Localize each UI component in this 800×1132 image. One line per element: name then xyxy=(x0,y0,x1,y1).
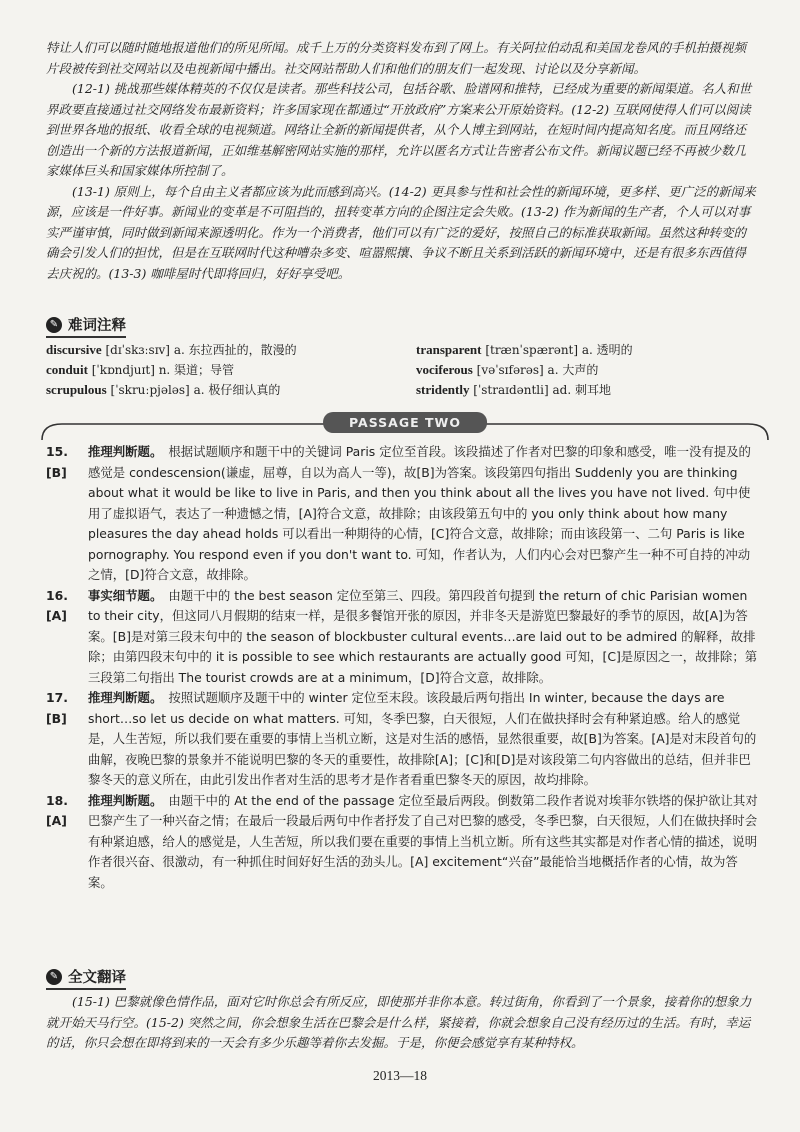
vocab-def: a. 极仔细认真的 xyxy=(193,383,281,397)
answer-text: 根据试题顺序和题干中的关键词 Paris 定位至首段。该段描述了作者对巴黎的印象和感受，唯一没有提及的感觉是 condescension(谦虚，屈尊，自以为高人一等)，故[B]为答案。该段第四句指出 Suddenly you are thinking about what it would be like to live in Paris, and then you think about all the lives you have not lived. 句中使用了虚拟语气，表达了一种遗憾之情，[A]符合文意，故排除；由该段第五句中的 you only think about how many pleasures the day ahead holds 可以看出一种期待的心情，[C]符合文意，故排除；而由该段第一、二句 Paris is like pornography. You respond even if you don't want to. 可知，作者认为，人们内心会对巴黎产生一种不可自持的冲动之情，[D]符合文意，故排除。 xyxy=(88,444,751,582)
translation-paragraph: (13-1) 原则上，每个自由主义者都应该为此而感到高兴。(14-2) 更具参与性和社会性的新闻环境，更多样、更广泛的新闻来源，应该是一件好事。新闻业的变革是不可阻挡的，扭转变革方向的企图注定会失败。(13-2) 作为新闻的生产者，个人可以对事实严谨审慎，同时做到新闻来源透明化。作为一个消费者，他们可以有广泛的爱好，按照自己的标准获取新闻。虽然这种转变的确会引发人们的担忧，但是在互联网时代这种嘈杂多变、喧嚣熙攘、争议不断且关系到活跃的新闻环境中，还是有很多东西值得去庆祝的。(13-3) 咖啡屋时代即将回归，好好享受吧。 xyxy=(46,183,756,281)
vocab-row xyxy=(46,340,766,360)
vocab-word: scrupulous xyxy=(46,382,107,397)
heading-underline xyxy=(46,988,126,990)
vocab-pron: [ˈstraɪdəntli] xyxy=(473,383,549,397)
vocab-pron: [ˈkɒndjuɪt] xyxy=(91,363,155,377)
passage-label: PASSAGE TWO xyxy=(323,412,487,433)
vocab-pron: [ˈskruːpjələs] xyxy=(110,383,190,397)
vocab-word: discursive xyxy=(46,342,102,357)
answer-explanations xyxy=(46,442,758,893)
page-number: 2013—18 xyxy=(373,1068,427,1083)
vocab-item xyxy=(46,380,396,400)
vocab-pron: [dɪˈskɜːsɪv] xyxy=(105,343,170,357)
vocab-pron: [trænˈspærənt] xyxy=(485,343,579,357)
vocab-def: n. 渠道；导管 xyxy=(158,363,235,377)
vocab-word: conduit xyxy=(46,362,88,377)
translation-paragraph: (15-1) 巴黎就像色情作品，面对它时你总会有所反应，即使那并非你本意。转过街角，你看到了一个景象，接着你的想象力就开始天马行空。(15-2) 突然之间，你会想象生活在巴黎会是什么样，紧接着，你就会想象自己没有经历过的生活。有时，幸运的话，你只会想在即将到来的一天会有多少乐趣等着你去发掘。于是，你便会感觉享有某种特权。 xyxy=(46,994,752,1050)
question-type: 事实细节题。 xyxy=(88,587,163,603)
question-type: 推理判断题。 xyxy=(88,444,163,459)
answer-number: 18. [A] xyxy=(46,792,68,828)
translation-paragraph: 特让人们可以随时随地报道他们的所见所闻。成千上万的分类资料发布到了网上。有关阿拉伯动乱和美国龙卷风的手机拍摄视频片段被传到社交网站以及电视新闻中播出。社交网站帮助人们和他们的朋友们一起发现、讨论以及分享新闻。 xyxy=(46,40,747,76)
vocab-def: a. 东拉西扯的，散漫的 xyxy=(173,343,297,357)
full-translation xyxy=(46,992,758,1054)
vocab-word: stridently xyxy=(416,382,470,397)
vocab-item xyxy=(46,340,396,360)
pencil-icon: ✎ xyxy=(46,969,62,985)
full-translation-heading-text: 全文翻译 xyxy=(68,970,126,986)
vocab-item xyxy=(416,360,766,380)
vocab-heading xyxy=(46,314,126,335)
question-type: 推理判断题。 xyxy=(88,792,163,808)
vocab-item xyxy=(46,360,396,380)
answer-number: 15. [B] xyxy=(46,444,68,480)
full-translation-heading xyxy=(46,966,126,987)
vocab-row xyxy=(46,380,766,400)
answer-text: 由题干中的 the best season 定位至第三、四段。第四段首句提到 the return of chic Parisian women to their city，但这同八月假期的结束一样，是很多餐馆开张的原因，并非冬天是游览巴黎最好的季节的原因，故[A]为答案。[B]是对第三段末句中的 the season of blockbuster cultural events…are laid out to be admired 的解释，故排除；由第四段末句中的 it is possible to see which restaurants are actually good 可知，[C]是原因之一，故排除；第三段第二句指出 The tourist crowds are at a minimum，[D]符合文意，故排除。 xyxy=(88,587,758,685)
answer-text: 由题干中的 At the end of the passage 定位至最后两段。倒数第二段作者说对埃菲尔铁塔的保护欲让其对巴黎产生了一种兴奋之情；在最后一段最后两句中作者抒发了自己对巴黎的感受，冬季巴黎，白天很短，人们在做抉择时会有种紧迫感，给人的感觉是，人生苦短，所以我们要在重要的事情上当机立断。所有这些其实都是对作者心情的描述，说明作者很兴奋、很激动，有一种抓住时间好好生活的劲头儿。[A] excitement“兴奋”最能恰当地概括作者的心情，故为答案。 xyxy=(88,792,758,890)
vocab-def: ad. 刺耳地 xyxy=(552,383,611,397)
answer-number: 17. [B] xyxy=(46,690,68,726)
vocab-def: a. 透明的 xyxy=(581,343,633,357)
answer-number: 16. [A] xyxy=(46,587,68,623)
vocab-row xyxy=(46,360,766,380)
answer-item xyxy=(46,442,758,586)
vocab-word: vociferous xyxy=(416,362,473,377)
vocab-item xyxy=(416,380,766,400)
vocab-heading-text: 难词注释 xyxy=(68,318,126,334)
vocab-word: transparent xyxy=(416,342,482,357)
vocab-pron: [vəˈsɪfərəs] xyxy=(476,363,544,377)
answer-text: 按照试题顺序及题干中的 winter 定位至末段。该段最后两句指出 In winter, because the days are short…so let us decide on what matters. 可知，冬季巴黎，白天很短，人们在做抉择时会有种紧迫感。给人的感觉是，人生苦短，所以我们要在重要的事情上当机立断，这是对生活的感悟，显然很重要，故[B]为答案。[A]是对末段首句的曲解，夜晚巴黎的景象并不能说明巴黎的冬天的重要性，故排除[A]；[C]和[D]是对该段第二句内容做出的总结，但并非巴黎冬天的意义所在，由此引发出作者对生活的思考才是作者看重巴黎冬天的原因，故均排除。 xyxy=(88,690,757,787)
answer-item xyxy=(46,791,758,894)
answer-item xyxy=(46,688,758,791)
vocab-def: a. 大声的 xyxy=(547,363,599,377)
question-type: 推理判断题。 xyxy=(88,690,163,705)
vocab-list xyxy=(46,340,766,400)
pencil-icon: ✎ xyxy=(46,317,62,333)
translation-paragraph: (12-1) 挑战那些媒体精英的不仅仅是读者。那些科技公司，包括谷歌、脸谱网和推特，已经成为重要的新闻渠道。名人和世界政要直接通过社交网络发布最新资料；许多国家现在都通过“开放政府”方案来公开原始资料。(12-2) 互联网使得人们可以阅读到世界各地的报纸、收看全球的电视频道。网络让全新的新闻提供者，从个人博主到网站，在短时间内提高知名度。而且网络还创造出一个新的方法报道新闻，正如维基解密网站实施的那样，允许以匿名方式让告密者公布文件。新闻议题已经不再被少数几家媒体巨头和国家媒体所控制了。 xyxy=(46,81,752,178)
vocab-item xyxy=(416,340,766,360)
translation-continued xyxy=(46,38,758,284)
passage-divider xyxy=(40,412,770,442)
heading-underline xyxy=(46,336,126,338)
answer-item xyxy=(46,586,758,689)
